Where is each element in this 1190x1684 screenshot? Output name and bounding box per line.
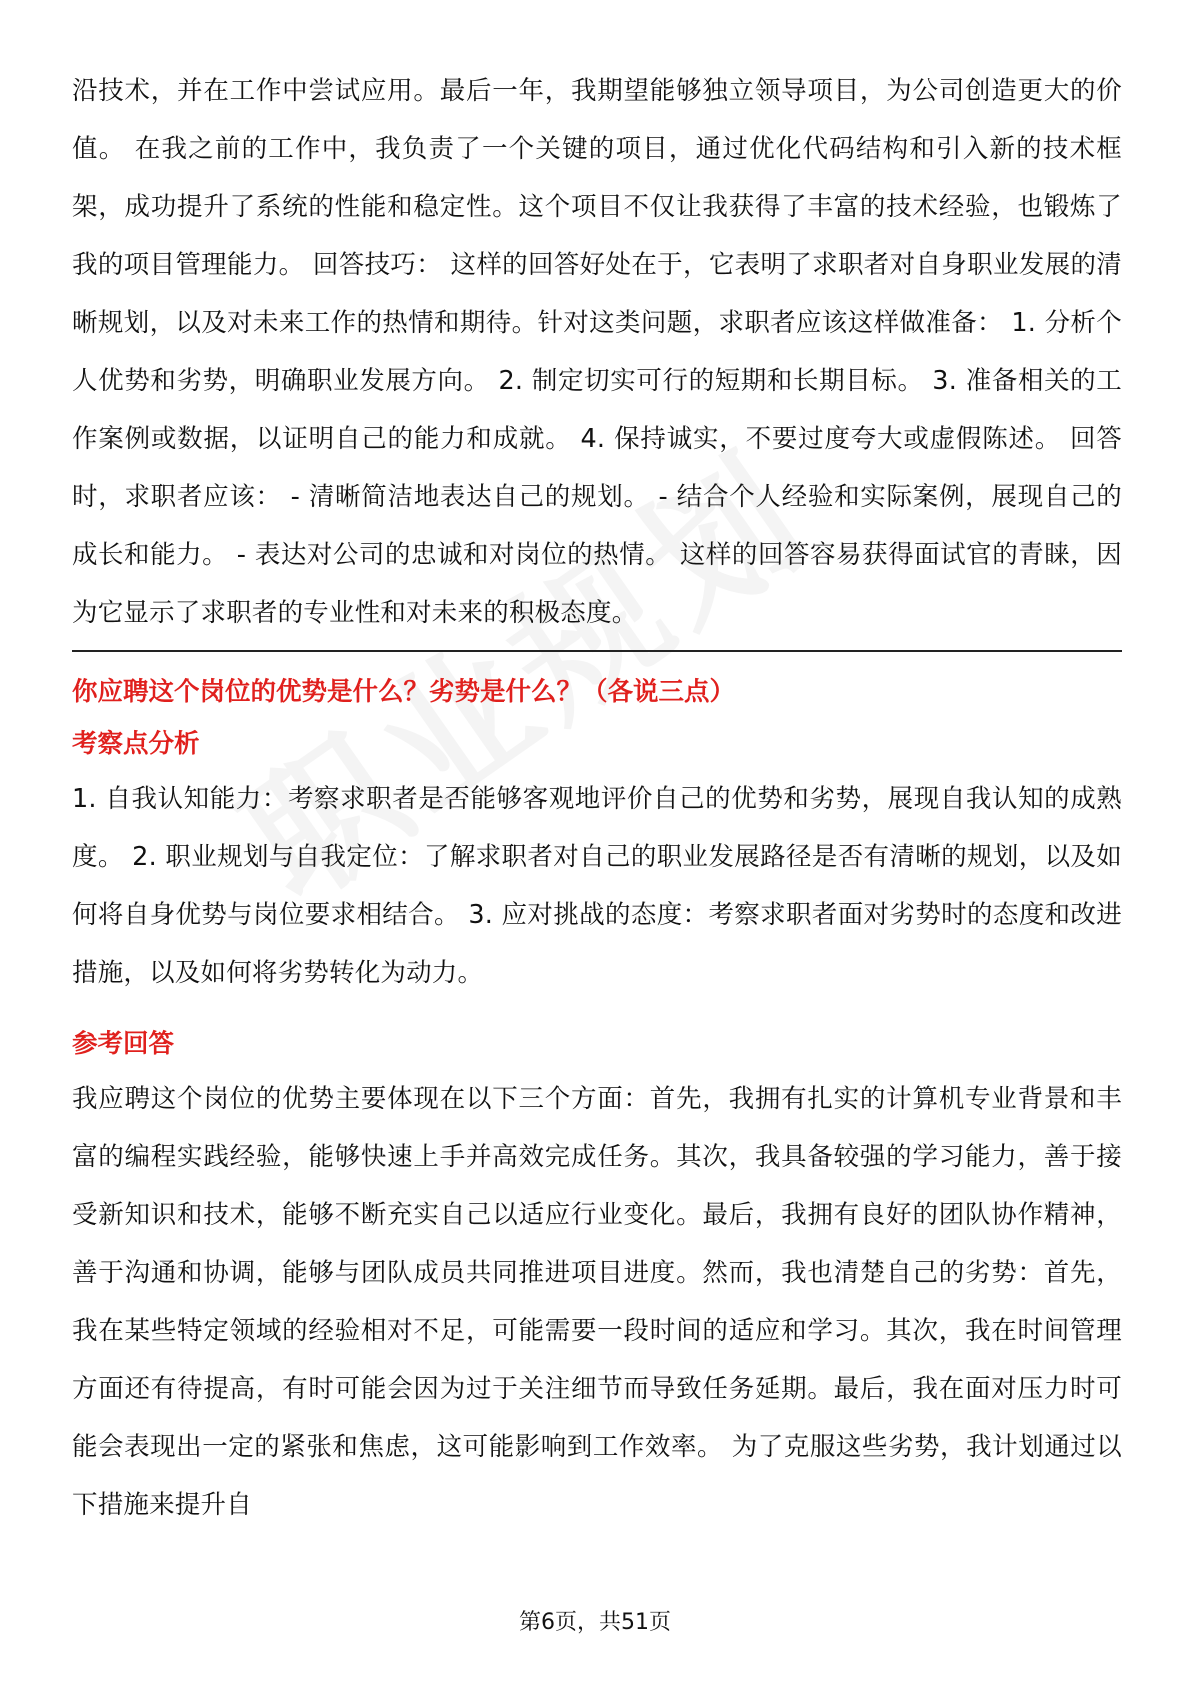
analysis-paragraph: 1. 自我认知能力：考察求职者是否能够客观地评价自己的优势和劣势，展现自我认知的成熟度。 2. 职业规划与自我定位：了解求职者对自己的职业发展路径是否有清晰的规划，以及如何将自身优势与岗位要求相结合。 3. 应对挑战的态度：考察求职者面对劣势时的态度和改进措施，以及如何将劣势转化为动力。 — [72, 784, 1122, 988]
section-divider — [72, 650, 1122, 652]
page-number-footer: 第6页，共51页 — [519, 1610, 671, 1635]
question-title: 你应聘这个岗位的优势是什么？劣势是什么？（各说三点） — [72, 677, 736, 707]
page-content — [72, 62, 1122, 1534]
analysis-heading: 考察点分析 — [72, 729, 200, 759]
answer-heading: 参考回答 — [72, 1029, 175, 1059]
body-intro-paragraph: 沿技术，并在工作中尝试应用。最后一年，我期望能够独立领导项目，为公司创造更大的价值。 在我之前的工作中，我负责了一个关键的项目，通过优化代码结构和引入新的技术框架，成功提升了系统的性能和稳定性。这个项目不仅让我获得了丰富的技术经验，也锻炼了我的项目管理能力。 回答技巧： 这样的回答好处在于，它表明了求职者对自身职业发展的清晰规划，以及对未来工作的热情和期待。针对这类问题，求职者应该这样做准备： 1. 分析个人优势和劣势，明确职业发展方向。 2. 制定切实可行的短期和长期目标。 3. 准备相关的工作案例或数据，以证明自己的能力和成就。 4. 保持诚实，不要过度夸大或虚假陈述。 回答时，求职者应该： - 清晰简洁地表达自己的规划。 - 结合个人经验和实际案例，展现自己的成长和能力。 - 表达对公司的忠诚和对岗位的热情。 这样的回答容易获得面试官的青睐，因为它显示了求职者的专业性和对未来的积极态度。 — [72, 76, 1122, 628]
spacer — [72, 1002, 1122, 1018]
answer-paragraph: 我应聘这个岗位的优势主要体现在以下三个方面：首先，我拥有扎实的计算机专业背景和丰富的编程实践经验，能够快速上手并高效完成任务。其次，我具备较强的学习能力，善于接受新知识和技术，能够不断充实自己以适应行业变化。最后，我拥有良好的团队协作精神，善于沟通和协调，能够与团队成员共同推进项目进度。然而，我也清楚自己的劣势：首先，我在某些特定领域的经验相对不足，可能需要一段时间的适应和学习。其次，我在时间管理方面还有待提高，有时可能会因为过于关注细节而导致任务延期。最后，我在面对压力时可能会表现出一定的紧张和焦虑，这可能影响到工作效率。 为了克服这些劣势，我计划通过以下措施来提升自 — [72, 1084, 1122, 1520]
